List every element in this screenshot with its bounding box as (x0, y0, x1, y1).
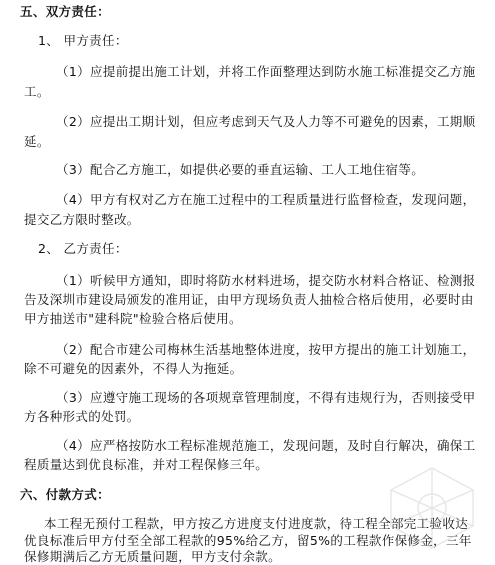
party-b-item-1-line-2: 告及深圳市建设局颁发的准用证，由甲方现场负责人抽检合格后使用，必要时由 (24, 292, 474, 307)
party-a-item-4-line-2: 提交乙方限时整改。 (24, 212, 140, 227)
payment-line-3: 保修期满后乙方无质量问题，甲方支付余款。 (24, 549, 282, 564)
party-b-item-3-line-2: 方各种形式的处罚。 (24, 409, 140, 424)
party-a-item-2-line-2: 延。 (24, 134, 50, 149)
payment-line-1: 本工程无预付工程款，甲方按乙方进度支付进度款，待工程全部完工验收达 (44, 516, 469, 531)
party-b-item-1-line-3: 甲方抽送市"建科院"检验合格后使用。 (24, 311, 242, 326)
section-6-heading: 六、付款方式： (20, 487, 110, 502)
party-a-heading: 1、 甲方责任： (38, 33, 128, 48)
section-5-heading: 五、双方责任： (20, 4, 110, 19)
party-b-item-3-line-1: （3）应遵守施工现场的各项规章管理制度，不得有违规行为，否则接受甲 (56, 390, 476, 405)
party-a-item-2-line-1: （2）应提出工期计划，但应考虑到天气及人力等不可避免的因素，工期顺 (56, 114, 476, 129)
party-b-heading: 2、 乙方责任： (38, 241, 128, 256)
party-b-item-2-line-2: 除不可避免的因素外，不得人为拖延。 (24, 361, 243, 376)
payment-line-2: 优良标准后甲方付至全部工程款的95%给乙方，留5%的工程款作保修金，三年 (24, 533, 472, 548)
party-b-item-1-line-1: （1）听候甲方通知，即时将防水材料进场，提交防水材料合格证、检测报 (56, 273, 476, 288)
party-a-item-4-line-1: （4）甲方有权对乙方在施工过程中的工程质量进行监督检查，发现问题， (56, 192, 476, 207)
party-a-item-1-line-1: （1）应提前提出施工计划，并将工作面整理达到防水施工标准提交乙方施 (56, 64, 476, 79)
party-b-item-4-line-1: （4）应严格按防水工程标准规范施工，发现问题，及时自行解决，确保工 (56, 438, 476, 453)
party-b-item-4-line-2: 程质量达到优良标准，并对工程保修三年。 (24, 457, 269, 472)
party-b-item-2-line-1: （2）配合市建公司梅林生活基地整体进度，按甲方提出的施工计划施工， (56, 342, 476, 357)
party-a-item-1-line-2: 工。 (24, 84, 50, 99)
watermark-logo-icon (377, 462, 487, 554)
party-a-item-3-line-1: （3）配合乙方施工，如提供必要的垂直运输、工人工地住宿等。 (56, 162, 425, 177)
